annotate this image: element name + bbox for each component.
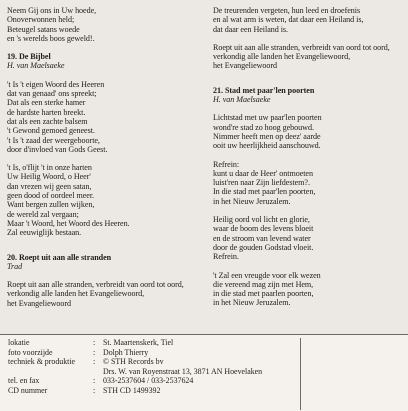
credit-colon: : [93, 376, 96, 385]
verse-line: kunt u daar de Heer' ontmoeten [213, 168, 313, 178]
verse-line: door de gouden Godstad vloeit. [213, 242, 314, 252]
verse-line: de wereld zal vergaan; [7, 209, 79, 219]
verse-line: wond're stad zo hoog gebouwd. [213, 122, 314, 132]
credit-row [0, 367, 300, 377]
credit-value: STH CD 1499392 [103, 385, 161, 395]
song-author-19: H. van Maelsaeke [7, 61, 65, 71]
verse-line: Onoverwonnen held; [7, 15, 75, 25]
stanza [7, 280, 199, 308]
verse-line: in het Nieuw Jeruzalem. [213, 196, 291, 206]
credit-label: foto voorzijde [8, 347, 53, 357]
credit-label: techniek & produktie [8, 357, 76, 366]
credit-label: CD nummer [8, 385, 48, 395]
credit-row [0, 357, 300, 367]
credit-colon: : [93, 347, 96, 357]
verse-line: waar de boom des levens bloeit [213, 224, 314, 234]
stanza [213, 215, 403, 261]
verse-line: door d'invloed van Gods Geest. [7, 144, 108, 154]
verse-line: het Evangeliewoord [213, 61, 278, 71]
verse-line: 't Zal een vreugde voor elk wezen [213, 270, 321, 280]
verse-line: die vereend mag zijn met Hem, [213, 279, 314, 289]
credit-row [0, 376, 300, 386]
verse-line: Want bergen zullen wijken, [7, 200, 95, 210]
verse-line: Uw Heilig Woord, o Heer' [7, 172, 91, 182]
verse-line: luist'ren naar Zijn liefdestem?. [213, 178, 310, 188]
verse-line: verkondig alle landen het Evangeliewoord, [213, 52, 351, 62]
song-title-19: 19. De Bijbel [7, 52, 51, 62]
verse-line: het Evangeliewoord [7, 298, 72, 308]
song-title-20: 20. Roept uit aan alle stranden [7, 252, 112, 262]
credit-label: lokatie [8, 338, 30, 347]
verse-line: Roept uit aan alle stranden, verbreidt van oord tot oord, [213, 42, 390, 52]
verse-line: en 's werelds boos geweld!. [7, 33, 95, 43]
right-column [213, 6, 403, 317]
verse-line: Lichtstad met uw paar'len poorten [213, 113, 322, 123]
credit-label: tel. en fax [8, 376, 40, 385]
left-column [7, 6, 199, 317]
stanza [7, 80, 199, 154]
verse-line: Refrein: [213, 159, 240, 169]
verse-line: Beteugel satans woede [7, 24, 80, 34]
verse-line: In die stad met paar'len poorten, [213, 187, 316, 197]
credit-value: Drs. W. van Royenstraat 13, 3871 AN Hoevelaken [103, 366, 263, 376]
verse-line: Nimmer heeft men op deez' aarde [213, 131, 321, 141]
credit-value: St. Maartenskerk, Tiel [103, 338, 174, 347]
verse-line: Dat als een sterke hamer [7, 98, 86, 108]
intro-verse [7, 6, 199, 43]
stanza [213, 113, 403, 150]
verse-line: 't Gewond gemoed geneest. [7, 126, 95, 136]
song-author-20: Trad [7, 261, 23, 271]
credit-row [0, 348, 300, 358]
credit-value: Dolph Thierry [103, 347, 149, 357]
stanza [213, 271, 403, 308]
credit-row [0, 386, 300, 396]
verse-line: Roept uit aan alle stranden, verbreidt van oord tot oord, [7, 280, 184, 290]
verse-line: dat van genaad' ons spreekt; [7, 89, 97, 99]
verse-line: Heilig oord vol licht en glorie, [213, 215, 310, 225]
stanza [7, 163, 199, 237]
stanza [213, 43, 403, 71]
verse-line: dat als een zachte balsem [7, 116, 88, 126]
verse-line: en al wat arm is weten, dat daar een Heiland is, [213, 15, 364, 25]
verse-line: en de stroom van levend water [213, 233, 311, 243]
credits-panel [0, 334, 408, 411]
credit-colon: : [93, 385, 96, 395]
verse-line: in het Nieuw Jeruzalem. [213, 298, 291, 308]
credits-table [0, 338, 301, 410]
song-author-21: H. van Maelsaeke [213, 95, 271, 105]
verse-line: ooit uw heerlijkheid aanschouwd. [213, 141, 321, 151]
verse-line: 't Is 't zaad der weergeboorte, [7, 135, 100, 145]
song-title-21: 21. Stad met paar'len poorten [213, 85, 315, 95]
verse-line: Neem Gij ons in Uw hoede, [7, 6, 97, 15]
verse-line: de hardste harten breekt. [7, 107, 86, 117]
verse-line: 't Is 't eigen Woord des Heeren [7, 79, 105, 89]
verse-line: 't Is, o'flijt 't in onze harten [7, 163, 92, 173]
refrain [213, 160, 403, 206]
credit-value: 033-2537604 / 033-2537624 [103, 376, 194, 385]
verse-line: De treurenden vergeten, hun leed en droefenis [213, 6, 361, 15]
credit-value: © STH Records bv [103, 357, 164, 366]
verse-line: Zal eeuwiglijk bestaan. [7, 228, 82, 238]
verse-line: dat daar een Heiland is. [213, 24, 288, 34]
credit-colon: : [93, 357, 96, 366]
credit-row [0, 338, 300, 348]
stanza [213, 6, 403, 34]
credit-colon: : [93, 338, 96, 347]
verse-line: geen dood of oordeel meer. [7, 191, 95, 201]
verse-line: Refrein. [213, 252, 239, 262]
verse-line: in die stad met paarlen poorten, [213, 289, 314, 299]
verse-line: dan vrezen wij geen satan, [7, 181, 92, 191]
verse-line: Maar 't Woord, het Woord des Heeren. [7, 218, 130, 228]
verse-line: verkondig alle landen het Evangeliewoord, [7, 289, 145, 299]
